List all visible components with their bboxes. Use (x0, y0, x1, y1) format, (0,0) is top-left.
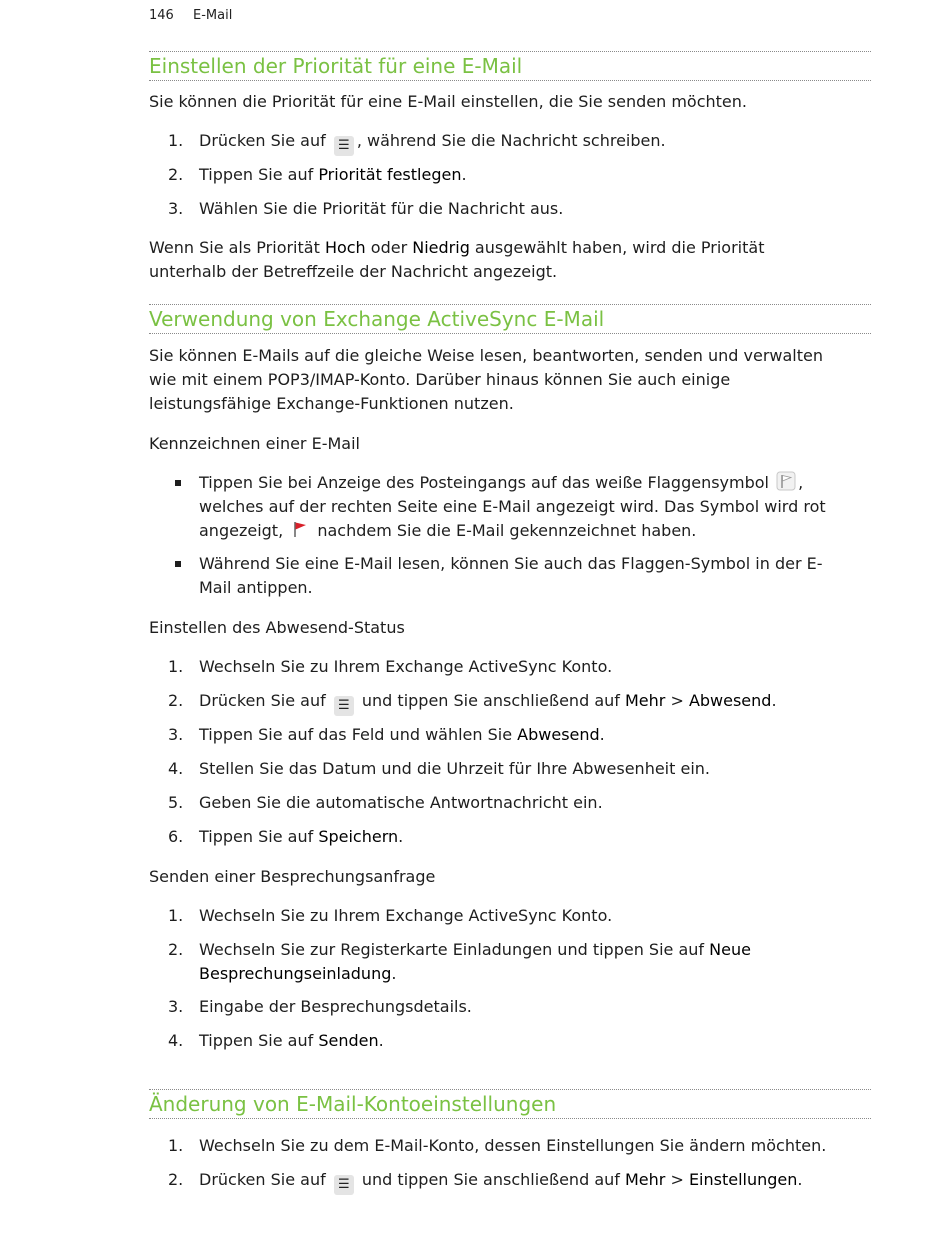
step-text: Tippen Sie auf das Feld und wählen Sie (199, 725, 518, 744)
note-text: Wenn Sie als Priorität (149, 238, 325, 257)
step-number: 1. (168, 131, 184, 150)
ui-term: Niedrig (412, 238, 470, 257)
page-header (149, 8, 232, 23)
ui-term: Priorität festlegen (318, 165, 462, 184)
step-number: 3. (168, 725, 184, 744)
step-number: 2. (168, 1170, 184, 1189)
step-number: 2. (168, 940, 184, 959)
section-heading (149, 1089, 871, 1119)
step-text: Tippen Sie auf (199, 165, 319, 184)
step-text: Tippen Sie auf (199, 827, 319, 846)
ui-term: Einstellungen (688, 1170, 798, 1189)
step-number: 3. (168, 199, 184, 218)
step-number: 4. (168, 1031, 184, 1050)
page-number: 146 (149, 8, 174, 23)
step-text: Eingabe der Besprechungsdetails. (199, 997, 472, 1016)
step-text: . (797, 1170, 803, 1189)
ui-term: Abwesend (517, 725, 600, 744)
step-text: Wählen Sie die Priorität für die Nachricht aus. (199, 199, 564, 218)
step-number: 1. (168, 906, 184, 925)
step-text: . (599, 725, 605, 744)
note-text: ausgewählt haben, wird die Priorität (469, 238, 765, 257)
bullet-marker (175, 480, 181, 486)
step-text: . (391, 964, 397, 983)
bullet-text: angezeigt, (199, 521, 284, 540)
section-intro: Sie können E-Mails auf die gleiche Weise lesen, beantworten, senden und verwalten (149, 346, 823, 365)
white-flag-icon (776, 471, 796, 491)
step-text: . (771, 691, 777, 710)
section-title: Änderung von E-Mail-Kontoeinstellungen (149, 1092, 557, 1116)
ui-term: Hoch (324, 238, 366, 257)
step-text: Stellen Sie das Datum und die Uhrzeit für Ihre Abwesenheit ein. (199, 759, 710, 778)
menu-icon: ☰ (334, 136, 354, 156)
step-number: 1. (168, 657, 184, 676)
step-text: Drücken Sie auf (199, 131, 326, 150)
ui-term: Besprechungseinladung (199, 964, 392, 983)
step-number: 5. (168, 793, 184, 812)
priority-note-line2: unterhalb der Betreffzeile der Nachricht angezeigt. (149, 262, 558, 281)
ui-term: Abwesend (688, 691, 772, 710)
step-number: 2. (168, 165, 184, 184)
step-text: Drücken Sie auf (199, 1170, 326, 1189)
section-title: Einstellen der Priorität für eine E-Mail (149, 54, 523, 78)
step-text: . (461, 165, 467, 184)
step-text: und tippen Sie anschließend auf (356, 691, 625, 710)
step-text: Wechseln Sie zu Ihrem Exchange ActiveSync Konto. (199, 906, 613, 925)
step-number: 4. (168, 759, 184, 778)
bullet-marker (175, 561, 181, 567)
menu-icon: ☰ (334, 696, 354, 716)
step-text: . (398, 827, 404, 846)
bullet-text: Mail antippen. (199, 578, 313, 597)
note-text: oder (365, 238, 413, 257)
section-intro: Sie können die Priorität für eine E-Mail einstellen, die Sie senden möchten. (149, 92, 747, 111)
subheading: Kennzeichnen einer E-Mail (149, 434, 360, 453)
step-text: > (665, 1170, 689, 1189)
bullet-text: Tippen Sie bei Anzeige des Posteingangs auf das weiße Flaggensymbol (199, 473, 769, 492)
ui-term: Speichern (318, 827, 399, 846)
step-number: 1. (168, 1136, 184, 1155)
section-heading (149, 51, 871, 81)
step-text: . (378, 1031, 384, 1050)
step-text: Tippen Sie auf (199, 1031, 319, 1050)
step-number: 2. (168, 691, 184, 710)
section-heading (149, 304, 871, 334)
step-text: und tippen Sie anschließend auf (356, 1170, 625, 1189)
ui-term: Mehr (624, 691, 666, 710)
step-text: > (665, 691, 689, 710)
ui-term: Mehr (624, 1170, 666, 1189)
step-text: Geben Sie die automatische Antwortnachricht ein. (199, 793, 603, 812)
step-text: , während Sie die Nachricht schreiben. (356, 131, 666, 150)
subheading: Einstellen des Abwesend-Status (149, 618, 405, 637)
step-text: Wechseln Sie zu dem E-Mail-Konto, dessen Einstellungen Sie ändern möchten. (199, 1136, 827, 1155)
bullet-text: , (798, 473, 804, 492)
section-intro: leistungsfähige Exchange-Funktionen nutzen. (149, 394, 514, 413)
section-intro: wie mit einem POP3/IMAP-Konto. Darüber hinaus können Sie auch einige (149, 370, 731, 389)
bullet-text: Während Sie eine E-Mail lesen, können Sie auch das Flaggen-Symbol in der E- (199, 554, 823, 573)
bullet-text: welches auf der rechten Seite eine E-Mail angezeigt wird. Das Symbol wird rot (199, 497, 826, 516)
priority-note (149, 236, 871, 260)
subheading: Senden einer Besprechungsanfrage (149, 867, 436, 886)
chapter-title: E-Mail (193, 8, 233, 23)
ui-term: Neue (709, 940, 751, 959)
red-flag-icon (290, 519, 310, 539)
ui-term: Senden (318, 1031, 379, 1050)
step-text: Wechseln Sie zu Ihrem Exchange ActiveSync Konto. (199, 657, 613, 676)
step-number: 3. (168, 997, 184, 1016)
step-text: Drücken Sie auf (199, 691, 326, 710)
step-number: 6. (168, 827, 184, 846)
bullet-text: nachdem Sie die E-Mail gekennzeichnet haben. (312, 521, 697, 540)
menu-icon: ☰ (334, 1175, 354, 1195)
section-title: Verwendung von Exchange ActiveSync E-Mail (149, 307, 605, 331)
step-text: Wechseln Sie zur Registerkarte Einladungen und tippen Sie auf (199, 940, 710, 959)
